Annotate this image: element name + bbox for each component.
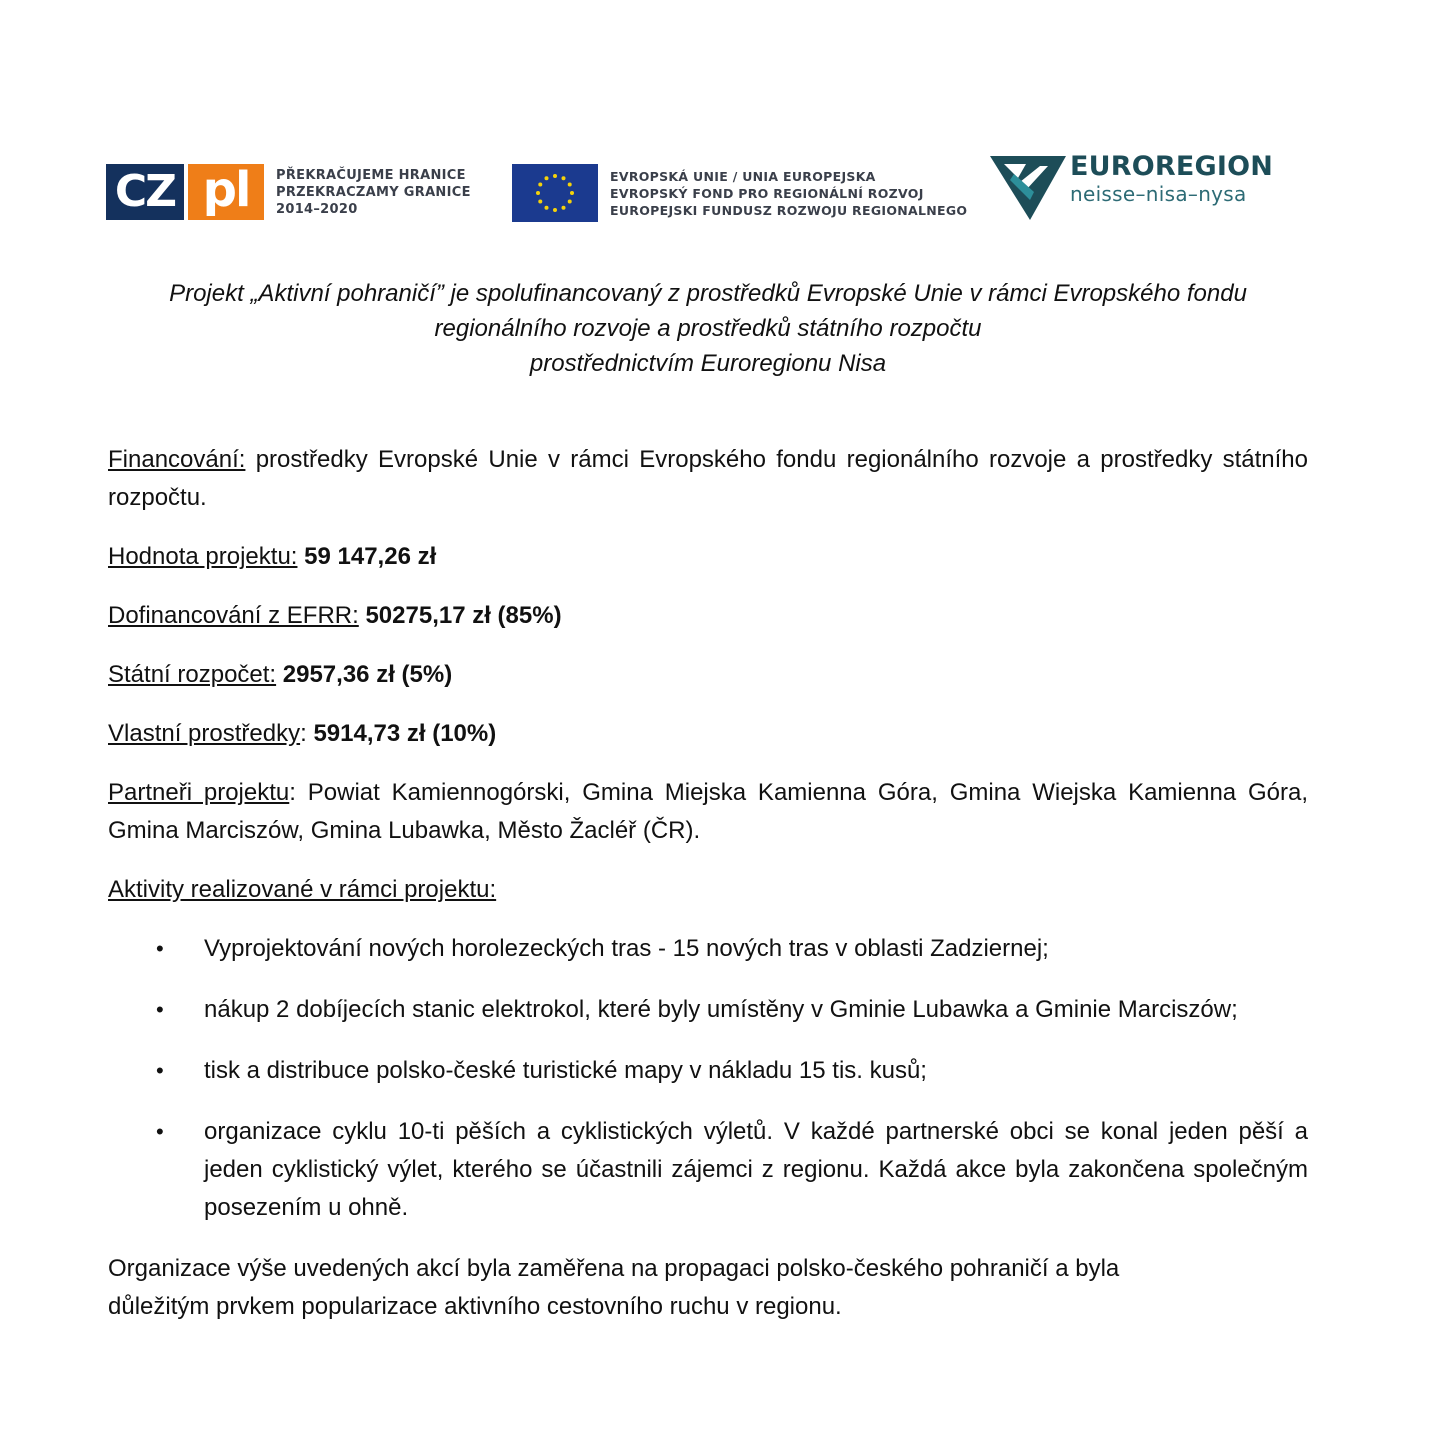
intro-line: Projekt „Aktivní pohraničí” je spolufinancovaný z prostředků Evropské Unie v rámci Evropského fondu xyxy=(169,280,1247,307)
partners-paragraph xyxy=(108,774,1308,850)
own-funds-amount: 5914,73 zł (10%) xyxy=(313,720,497,747)
project-value-paragraph xyxy=(108,538,1308,576)
partners-text: : Powiat Kamiennogórski, Gmina Miejska Kamienna Góra, Gmina Wiejska Kamienna Góra, Gmina Marciszów, Gmina Lubawka, Město Žacléř (ČR). xyxy=(108,779,1308,844)
euroregion-subtitle: neisse–nisa–nysa xyxy=(1070,182,1247,206)
project-intro xyxy=(106,276,1310,381)
eu-star-icon xyxy=(538,200,542,204)
czpl-caption-line: 2014–2020 xyxy=(276,201,358,217)
bullet-icon: • xyxy=(156,1119,164,1144)
financing-paragraph xyxy=(108,441,1308,517)
eu-star-icon xyxy=(562,206,566,210)
efrr-label: Dofinancování z EFRR: xyxy=(108,602,359,629)
bullet-icon: • xyxy=(156,936,164,961)
euroregion-logo xyxy=(990,152,1273,222)
activity-text: tisk a distribuce polsko-české turistické mapy v nákladu 15 tis. kusů; xyxy=(204,1057,927,1084)
eu-flag-icon xyxy=(512,164,598,222)
eu-star-icon xyxy=(568,200,572,204)
financing-text: prostředky Evropské Unie v rámci Evropského fondu regionálního rozvoje a prostředky státního rozpočtu. xyxy=(108,446,1308,511)
project-value-label: Hodnota projektu: xyxy=(108,543,298,570)
logo-bar xyxy=(106,150,1306,230)
state-budget-amount: 2957,36 zł (5%) xyxy=(282,661,453,688)
activities-list xyxy=(108,930,1308,1227)
eu-star-icon xyxy=(536,191,540,195)
activity-text: Vyprojektování nových horolezeckých tras - 15 nových tras v oblasti Zadziernej; xyxy=(204,935,1049,962)
efrr-amount: 50275,17 zł (85%) xyxy=(365,602,562,629)
efrr-paragraph xyxy=(108,597,1308,635)
czpl-programme-logo xyxy=(106,164,471,220)
intro-line: regionálního rozvoje a prostředků státního rozpočtu xyxy=(434,315,982,342)
activities-heading: Aktivity realizované v rámci projektu: xyxy=(108,876,497,903)
eu-star-icon xyxy=(553,208,557,212)
activity-text: nákup 2 dobíjecích stanic elektrokol, které byly umístěny v Gminie Lubawka a Gminie Marciszów; xyxy=(204,996,1238,1023)
eu-star-icon xyxy=(545,176,549,180)
own-funds-colon: : xyxy=(300,720,307,747)
eu-caption-line: EVROPSKÝ FOND PRO REGIONÁLNÍ ROZVOJ xyxy=(610,185,924,201)
partners-label: Partneři projektu xyxy=(108,779,290,806)
own-funds-label: Vlastní prostředky xyxy=(108,720,301,747)
state-budget-label: Státní rozpočet: xyxy=(108,661,277,688)
list-item xyxy=(108,991,1308,1029)
euroregion-wordmark xyxy=(1070,152,1273,206)
project-value-amount: 59 147,26 zł xyxy=(304,543,437,570)
eu-star-icon xyxy=(570,191,574,195)
euroregion-mark-icon xyxy=(990,152,1066,222)
eu-star-icon xyxy=(568,183,572,187)
activity-text: organizace cyklu 10-ti pěších a cyklistických výletů. V každé partnerské obci se konal jeden pěší a jeden cyklistický výlet, kterého se účastnili zájemci z regionu. Každá akce byla zakončena společným posezením u ohně. xyxy=(204,1118,1308,1221)
list-item xyxy=(108,930,1308,968)
eu-star-icon xyxy=(553,174,557,178)
intro-line: prostřednictvím Euroregionu Nisa xyxy=(529,350,887,377)
euroregion-title: EUROREGION xyxy=(1070,151,1274,182)
state-budget-paragraph xyxy=(108,656,1308,694)
bullet-icon: • xyxy=(156,1058,164,1083)
eu-logo xyxy=(512,164,967,222)
closing-line: Organizace výše uvedených akcí byla zaměřena na propagaci polsko-českého pohraničí a byla xyxy=(108,1255,1120,1282)
bullet-icon: • xyxy=(156,997,164,1022)
list-item xyxy=(108,1052,1308,1090)
czpl-logo-caption xyxy=(276,167,471,218)
eu-logo-caption xyxy=(610,168,967,219)
cz-logo-mark: CZ xyxy=(106,164,184,220)
czpl-caption-line: PŘEKRAČUJEME HRANICE xyxy=(276,167,466,183)
eu-star-icon xyxy=(545,206,549,210)
activities-heading-paragraph xyxy=(108,871,1308,909)
eu-caption-line: EVROPSKÁ UNIE / UNIA EUROPEJSKA xyxy=(610,168,876,184)
closing-line: důležitým prvkem popularizace aktivního cestovního ruchu v regionu. xyxy=(108,1293,842,1320)
pl-logo-mark: pl xyxy=(188,164,264,220)
list-item xyxy=(108,1113,1308,1227)
eu-caption-line: EUROPEJSKI FUNDUSZ ROZWOJU REGIONALNEGO xyxy=(610,202,968,218)
closing-paragraph xyxy=(108,1250,1308,1326)
eu-star-icon xyxy=(562,176,566,180)
financing-label: Financování: xyxy=(108,446,246,473)
eu-star-icon xyxy=(538,183,542,187)
czpl-caption-line: PRZEKRACZAMY GRANICE xyxy=(276,184,471,200)
document-body xyxy=(108,441,1308,1326)
own-funds-paragraph xyxy=(108,715,1308,753)
